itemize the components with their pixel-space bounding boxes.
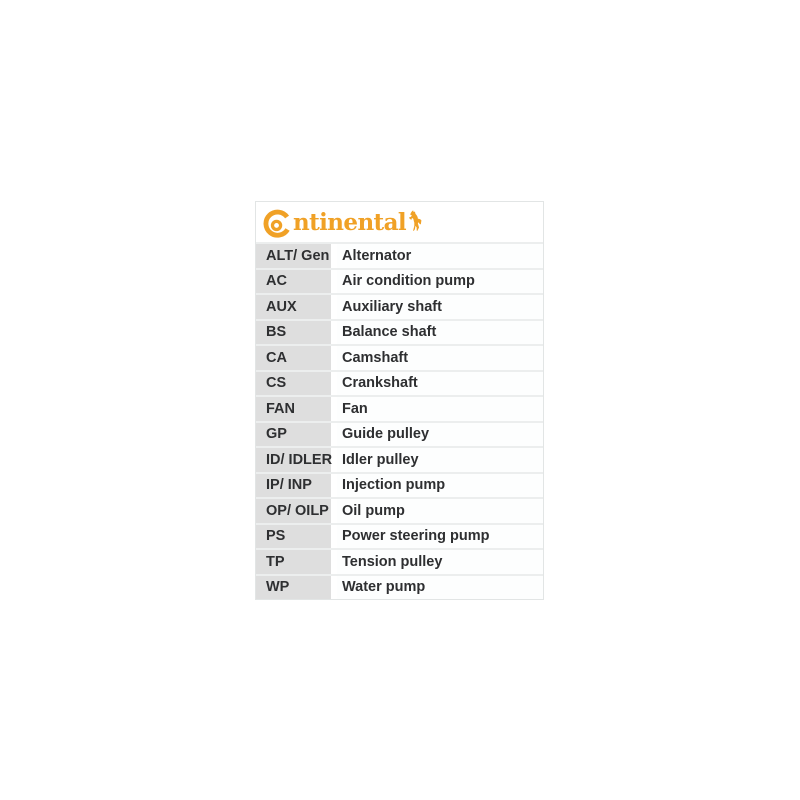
description-cell: Tension pulley	[337, 550, 543, 574]
description-cell: Water pump	[337, 576, 543, 600]
abbreviation-cell: AC	[256, 270, 337, 294]
abbreviation-cell: AUX	[256, 295, 337, 319]
table-row	[256, 499, 543, 525]
table-row	[256, 448, 543, 474]
table-row	[256, 372, 543, 398]
table-row	[256, 295, 543, 321]
abbreviation-cell: ALT/ Gen	[256, 244, 337, 268]
abbreviation-cell: CA	[256, 346, 337, 370]
description-cell: Crankshaft	[337, 372, 543, 396]
description-cell: Air condition pump	[337, 270, 543, 294]
abbreviation-cell: IP/ INP	[256, 474, 337, 498]
abbreviation-cell: CS	[256, 372, 337, 396]
table-row	[256, 244, 543, 270]
abbreviation-legend-card	[255, 201, 544, 600]
table-row	[256, 346, 543, 372]
abbreviation-cell: BS	[256, 321, 337, 345]
table-row	[256, 576, 543, 600]
abbreviation-cell: PS	[256, 525, 337, 549]
description-cell: Guide pulley	[337, 423, 543, 447]
continental-wordmark: ntinental	[293, 209, 407, 236]
description-cell: Alternator	[337, 244, 543, 268]
table-row	[256, 270, 543, 296]
table-row	[256, 397, 543, 423]
abbreviation-cell: TP	[256, 550, 337, 574]
table-row	[256, 423, 543, 449]
abbreviation-cell: GP	[256, 423, 337, 447]
abbreviation-cell: ID/ IDLER	[256, 448, 337, 472]
description-cell: Fan	[337, 397, 543, 421]
description-cell: Camshaft	[337, 346, 543, 370]
rearing-horse-icon	[409, 210, 422, 232]
description-cell: Injection pump	[337, 474, 543, 498]
abbreviation-cell: FAN	[256, 397, 337, 421]
abbreviation-table	[256, 244, 543, 599]
table-row	[256, 550, 543, 576]
description-cell: Idler pulley	[337, 448, 543, 472]
table-row	[256, 474, 543, 500]
continental-logo	[263, 209, 422, 235]
logo-header	[256, 202, 543, 244]
table-row	[256, 525, 543, 551]
continental-c-o-emblem-icon	[263, 209, 292, 238]
abbreviation-cell: WP	[256, 576, 337, 600]
description-cell: Power steering pump	[337, 525, 543, 549]
description-cell: Oil pump	[337, 499, 543, 523]
description-cell: Auxiliary shaft	[337, 295, 543, 319]
abbreviation-cell: OP/ OILP	[256, 499, 337, 523]
table-row	[256, 321, 543, 347]
description-cell: Balance shaft	[337, 321, 543, 345]
